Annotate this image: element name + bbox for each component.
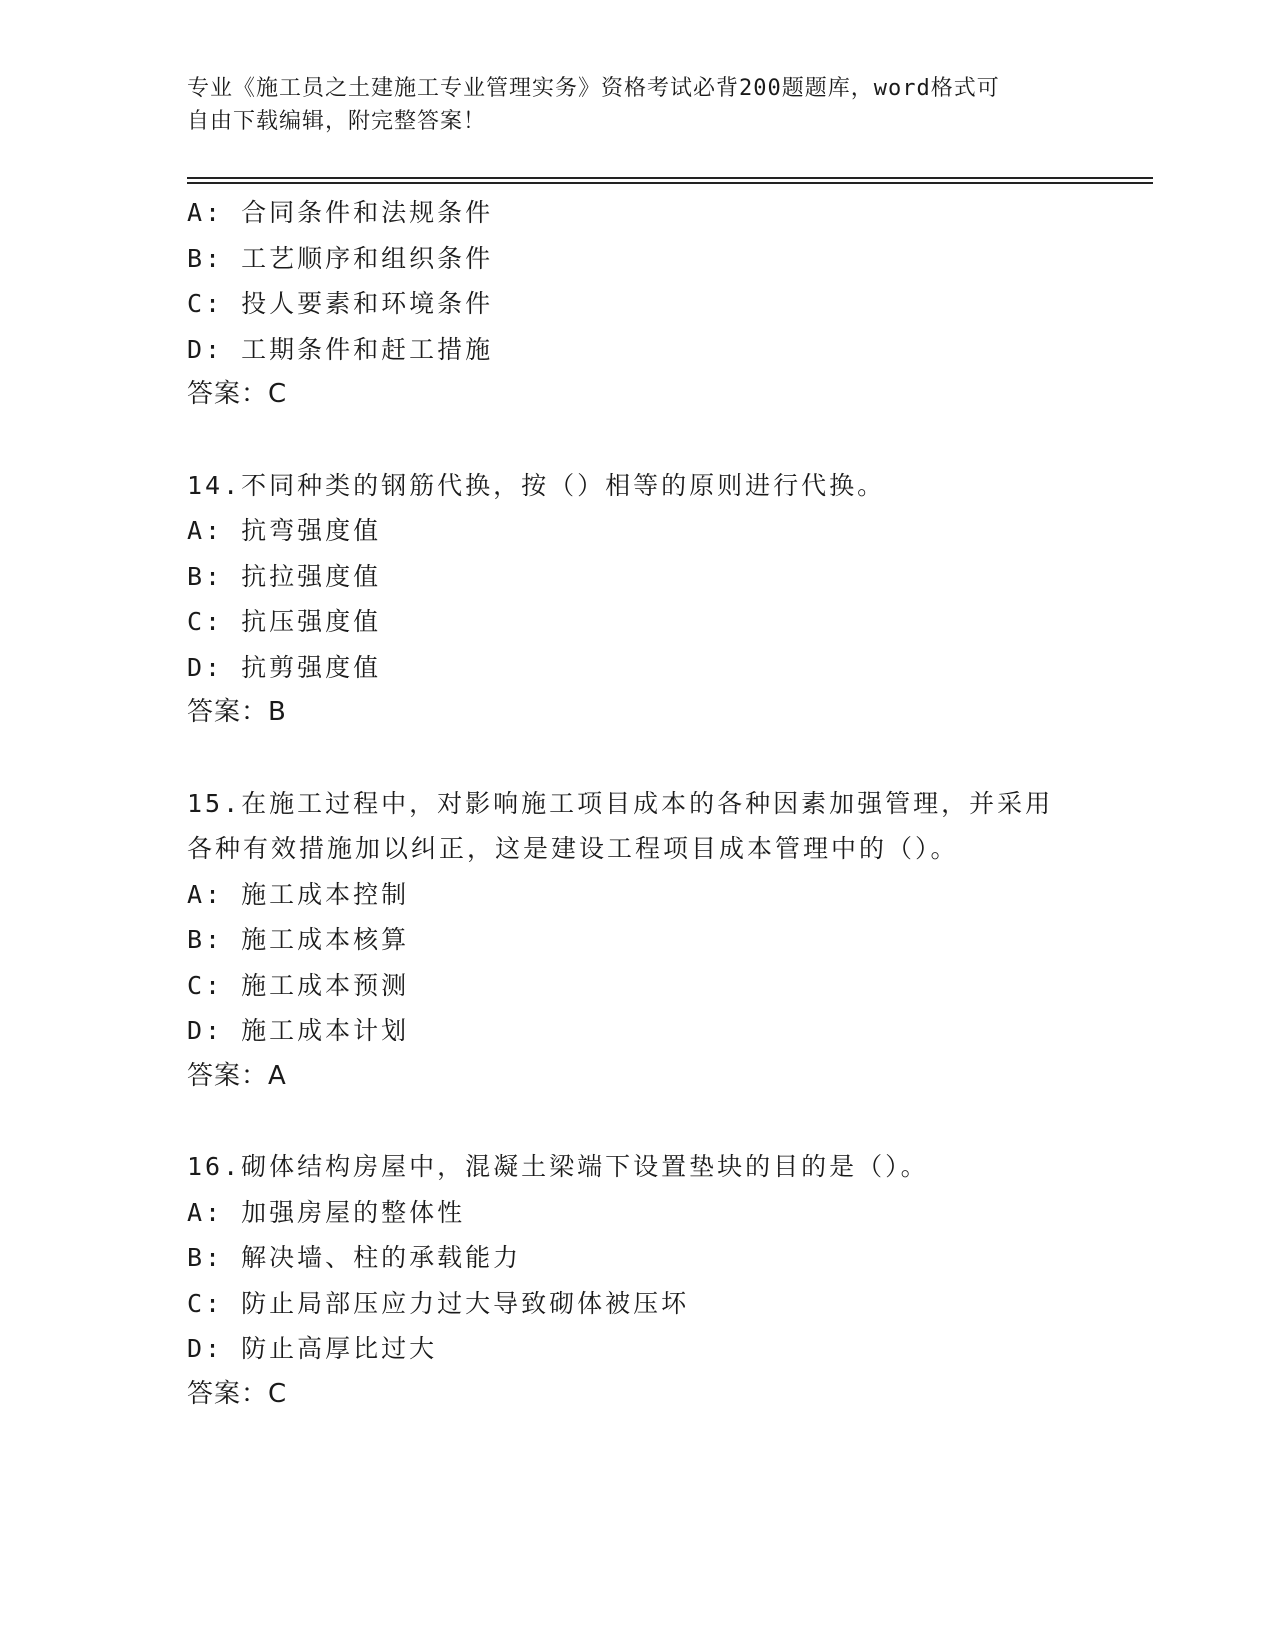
document-header — [187, 72, 1067, 138]
option-b: B: 抗拉强度值 — [187, 561, 382, 591]
question-15 — [187, 781, 1127, 1100]
option-d: D: 抗剪强度值 — [187, 652, 382, 682]
option-a: A: 施工成本控制 — [187, 879, 410, 909]
question-text: 14.不同种类的钢筋代换，按（）相等的原则进行代换。 — [187, 470, 886, 500]
option-d: D: 工期条件和赶工措施 — [187, 334, 494, 364]
question-gap — [187, 736, 1127, 781]
option-c: C: 防止局部压应力过大导致砌体被压坏 — [187, 1288, 690, 1318]
option-a: A: 合同条件和法规条件 — [187, 198, 494, 227]
header-line-2: 自由下载编辑，附完整答案！ — [187, 109, 487, 134]
option-a: A: 加强房屋的整体性 — [187, 1197, 466, 1227]
question-14 — [187, 463, 1127, 736]
option-a: A: 抗弯强度值 — [187, 516, 382, 545]
header-divider-top — [187, 177, 1153, 179]
question-text: 16.砌体结构房屋中，混凝土梁端下设置垫块的目的是（）。 — [187, 1152, 929, 1181]
question-gap — [187, 418, 1127, 463]
answer-line: 答案：C — [187, 379, 288, 409]
option-b: B: 工艺顺序和组织条件 — [187, 243, 494, 273]
answer-line: 答案：A — [187, 1060, 287, 1091]
option-c: C: 投人要素和环境条件 — [187, 289, 494, 318]
option-c: C: 抗压强度值 — [187, 607, 382, 636]
answer-line: 答案：B — [187, 697, 287, 727]
question-text-line-2: 各种有效措施加以纠正，这是建设工程项目成本管理中的（）。 — [187, 834, 959, 863]
option-b: B: 施工成本核算 — [187, 925, 410, 954]
option-d: D: 防止高厚比过大 — [187, 1334, 438, 1363]
option-d: D: 施工成本计划 — [187, 1016, 410, 1045]
question-list — [187, 190, 1127, 1417]
header-line-1: 专业《施工员之土建施工专业管理实务》资格考试必背200题题库，word格式可 — [187, 76, 1000, 101]
option-b: B: 解决墙、柱的承载能力 — [187, 1243, 522, 1272]
answer-line: 答案：C — [187, 1378, 288, 1409]
question-13 — [187, 190, 1127, 418]
header-divider-bottom — [187, 182, 1153, 184]
question-text-line-1: 15.在施工过程中，对影响施工项目成本的各种因素加强管理，并采用 — [187, 788, 1054, 818]
question-16 — [187, 1144, 1127, 1417]
question-gap — [187, 1099, 1127, 1144]
option-c: C: 施工成本预测 — [187, 970, 410, 1000]
